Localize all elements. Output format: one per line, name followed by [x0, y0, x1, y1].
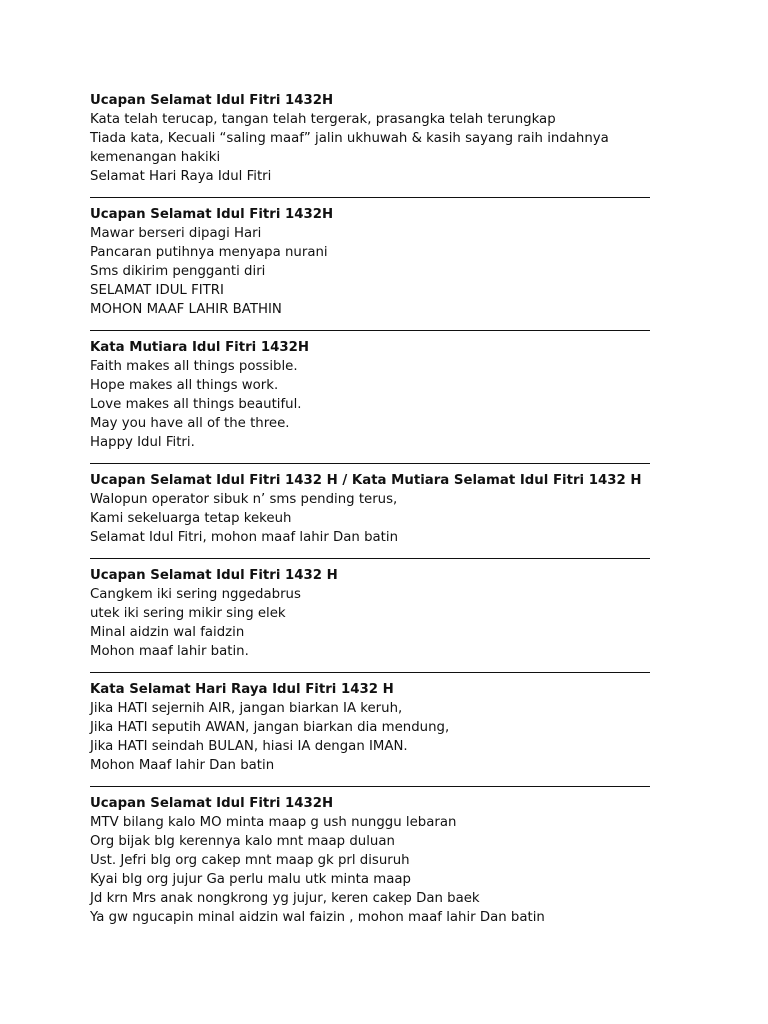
greeting-section [90, 338, 730, 452]
text-line: Walopun operator sibuk n’ sms pending terus, [90, 492, 398, 507]
text-line: Jika HATI seputih AWAN, jangan biarkan dia mendung, [90, 720, 450, 735]
text-line: Mohon Maaf lahir Dan batin [90, 758, 275, 773]
text-line: Selamat Hari Raya Idul Fitri [90, 169, 272, 184]
text-line: Org bijak blg kerennya kalo mnt maap duluan [90, 834, 395, 849]
text-line: Hope makes all things work. [90, 378, 279, 393]
section-title: Ucapan Selamat Idul Fitri 1432 H / Kata Mutiara Selamat Idul Fitri 1432 H [90, 473, 642, 488]
text-line: Mohon maaf lahir batin. [90, 644, 249, 659]
text-line: Kyai blg org jujur Ga perlu malu utk minta maap [90, 872, 411, 887]
section-title: Ucapan Selamat Idul Fitri 1432H [90, 796, 334, 811]
text-line: Minal aidzin wal faidzin [90, 625, 245, 640]
section-separator [90, 775, 730, 794]
section-title: Ucapan Selamat Idul Fitri 1432H [90, 93, 334, 108]
text-line: Ust. Jefri blg org cakep mnt maap gk prl disuruh [90, 853, 410, 868]
text-line: Love makes all things beautiful. [90, 397, 302, 412]
text-line: Selamat Idul Fitri, mohon maaf lahir Dan batin [90, 530, 399, 545]
section-separator [90, 186, 730, 205]
greeting-section [90, 566, 730, 661]
text-line: Faith makes all things possible. [90, 359, 298, 374]
text-line: Jika HATI sejernih AIR, jangan biarkan IA keruh, [90, 701, 403, 716]
greeting-section [90, 91, 730, 186]
text-line: May you have all of the three. [90, 416, 290, 431]
section-title: Kata Mutiara Idul Fitri 1432H [90, 340, 309, 355]
section-separator [90, 547, 730, 566]
section-separator [90, 452, 730, 471]
text-line: MOHON MAAF LAHIR BATHIN [90, 302, 282, 317]
text-line: Tiada kata, Kecuali “saling maaf” jalin ukhuwah & kasih sayang raih indahnya [90, 131, 609, 146]
text-line: kemenangan hakiki [90, 150, 221, 165]
greeting-section [90, 794, 730, 927]
text-line: Pancaran putihnya menyapa nurani [90, 245, 328, 260]
text-line: Happy Idul Fitri. [90, 435, 195, 450]
text-line: Kata telah terucap, tangan telah tergerak, prasangka telah terungkap [90, 112, 556, 127]
document-body [90, 91, 730, 927]
section-title: Ucapan Selamat Idul Fitri 1432H [90, 207, 334, 222]
text-line: Kami sekeluarga tetap kekeuh [90, 511, 292, 526]
text-line: Ya gw ngucapin minal aidzin wal faizin , mohon maaf lahir Dan batin [90, 910, 545, 925]
text-line: Jd krn Mrs anak nongkrong yg jujur, keren cakep Dan baek [90, 891, 480, 906]
text-line: Jika HATI seindah BULAN, hiasi IA dengan IMAN. [90, 739, 408, 754]
section-title: Ucapan Selamat Idul Fitri 1432 H [90, 568, 338, 583]
text-line: MTV bilang kalo MO minta maap g ush nunggu lebaran [90, 815, 457, 830]
greeting-section [90, 680, 730, 775]
section-separator [90, 661, 730, 680]
text-line: Sms dikirim pengganti diri [90, 264, 266, 279]
text-line: utek iki sering mikir sing elek [90, 606, 286, 621]
greeting-section [90, 471, 730, 547]
section-title: Kata Selamat Hari Raya Idul Fitri 1432 H [90, 682, 394, 697]
text-line: SELAMAT IDUL FITRI [90, 283, 224, 298]
greeting-section [90, 205, 730, 319]
text-line: Cangkem iki sering nggedabrus [90, 587, 301, 602]
text-line: Mawar berseri dipagi Hari [90, 226, 262, 241]
section-separator [90, 319, 730, 338]
